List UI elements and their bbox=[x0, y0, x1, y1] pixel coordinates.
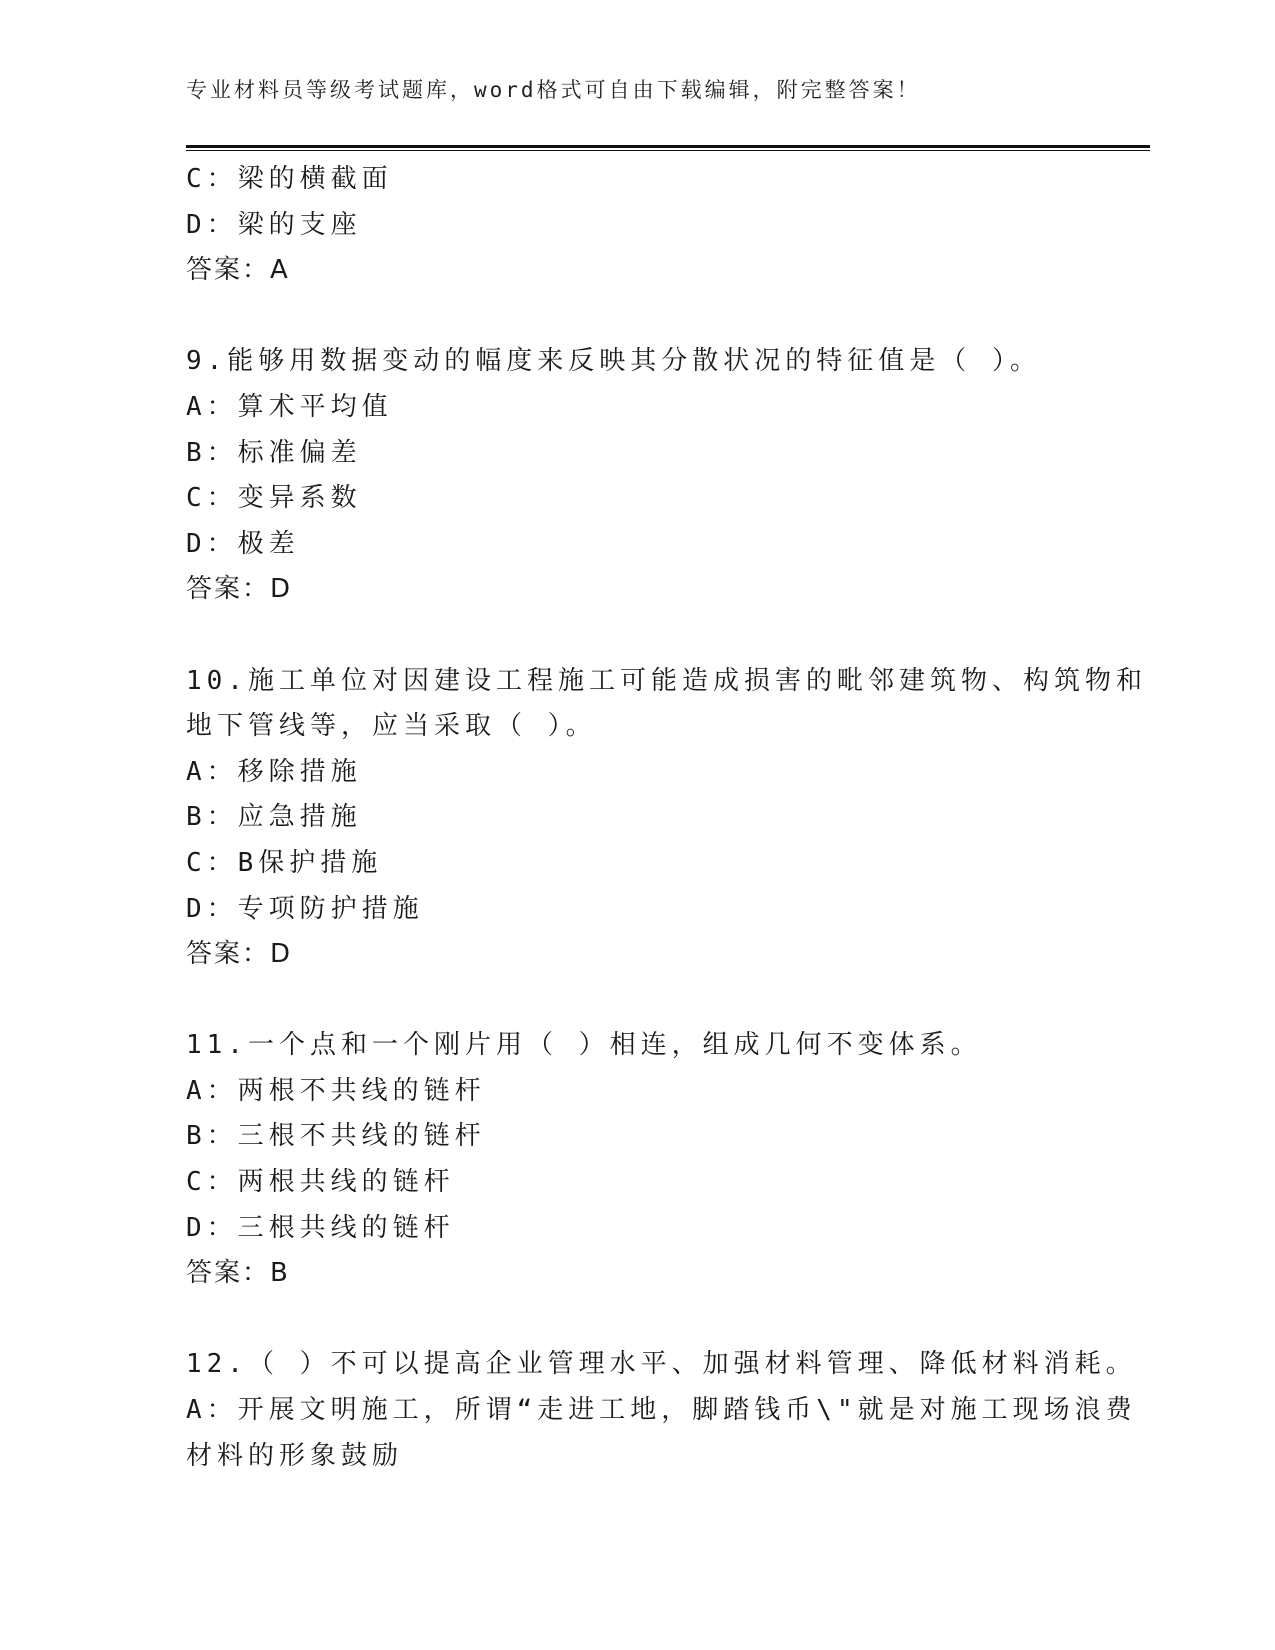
answer-line: 答案：B bbox=[186, 1258, 290, 1289]
question-text: 10.施工单位对因建设工程施工可能造成损害的毗邻建筑物、构筑物和 bbox=[186, 665, 1147, 696]
page-header: 专业材料员等级考试题库，word格式可自由下载编辑，附完整答案！ bbox=[186, 78, 921, 102]
answer-line: 答案：D bbox=[186, 574, 293, 605]
question-text: 11.一个点和一个刚片用（ ）相连，组成几何不变体系。 bbox=[186, 1030, 982, 1061]
answer-line: 答案：A bbox=[186, 255, 290, 286]
option-line: C：变异系数 bbox=[186, 483, 362, 514]
question-content bbox=[186, 157, 1147, 1479]
question-text: 12.（ ）不可以提高企业管理水平、加强材料管理、降低材料消耗。 bbox=[186, 1349, 1137, 1380]
option-line: A：算术平均值 bbox=[186, 391, 393, 422]
option-line: B：应急措施 bbox=[186, 802, 362, 833]
option-line: D：三根共线的链杆 bbox=[186, 1212, 455, 1243]
option-line: A：两根不共线的链杆 bbox=[186, 1075, 486, 1106]
option-line: C：B保护措施 bbox=[186, 847, 383, 878]
option-line: B：三根不共线的链杆 bbox=[186, 1121, 486, 1152]
header-rule-thin bbox=[186, 150, 1150, 151]
option-line: A：移除措施 bbox=[186, 756, 362, 787]
option-line: C：两根共线的链杆 bbox=[186, 1167, 455, 1198]
option-line: 材料的形象鼓励 bbox=[186, 1440, 404, 1471]
option-line: A：开展文明施工，所谓“走进工地，脚踏钱币\"就是对施工现场浪费 bbox=[186, 1395, 1137, 1426]
question-text: 9.能够用数据变动的幅度来反映其分散状况的特征值是（ ）。 bbox=[186, 346, 1041, 377]
answer-line: 答案：D bbox=[186, 939, 293, 970]
question-text: 地下管线等，应当采取（ ）。 bbox=[186, 711, 597, 742]
option-line: B：标准偏差 bbox=[186, 437, 362, 468]
option-line: D：梁的支座 bbox=[186, 209, 362, 240]
option-line: D：极差 bbox=[186, 528, 300, 559]
option-line: C：梁的横截面 bbox=[186, 164, 393, 194]
header-rule bbox=[186, 145, 1150, 148]
option-line: D：专项防护措施 bbox=[186, 893, 424, 924]
